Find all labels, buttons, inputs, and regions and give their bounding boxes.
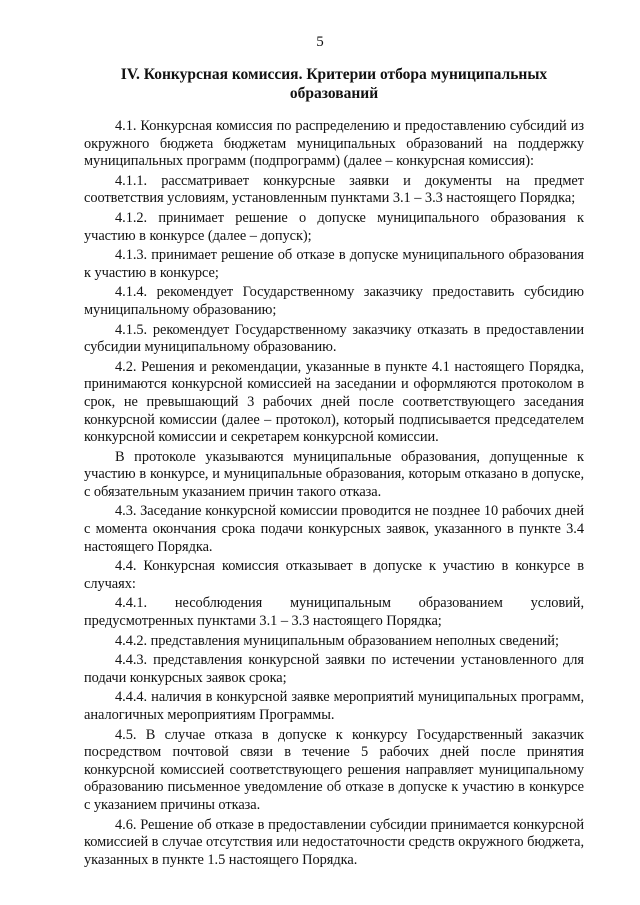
paragraph-4-1-1: 4.1.1. рассматривает конкурсные заявки и документы на предмет соответствия условиям, установленным пунктами 3.1 – 3.3 настоящего Порядка;: [84, 172, 584, 207]
section-heading-line-1: IV. Конкурсная комиссия. Критерии отбора муниципальных: [120, 66, 548, 83]
paragraph-4-4-3: 4.4.3. представления конкурсной заявки по истечении установленного для подачи конкурсных заявок срока;: [84, 652, 584, 686]
document-body: [84, 118, 584, 871]
paragraph-4-1-3: 4.1.3. принимает решение об отказе в допуске муниципального образования к участию в конкурсе;: [84, 247, 584, 281]
paragraph-4-4-4: 4.4.4. наличия в конкурсной заявке мероприятий муниципальных программ, аналогичных мероприятиям Программы.: [84, 689, 584, 723]
paragraph-4-1-4: 4.1.4. рекомендует Государственному заказчику предоставить субсидию муниципальному образованию;: [84, 284, 584, 318]
paragraph-4-5: 4.5. В случае отказа в допуске к конкурсу Государственный заказчик посредством почтовой связи в течение 5 рабочих дней после принятия конкурсной комиссией соответствующего решения направляет муниципальному образованию письменное уведомление об отказе в допуске к участию в конкурсе с указанием причины отказа.: [84, 726, 584, 813]
paragraph-4-4-1: 4.4.1. несоблюдения муниципальным образованием условий, предусмотренных пунктами 3.1 – 3.3 настоящего Порядка;: [84, 595, 584, 630]
paragraph-4-2: 4.2. Решения и рекомендации, указанные в пункте 4.1 настоящего Порядка, принимаются конкурсной комиссией на заседании и оформляются протоколом в срок, не превышающий 3 рабочих дней после соответствующего заседания конкурсной комиссии (далее – протокол), который подписывается председателем конкурсной комиссии и секретарем конкурсной комиссии.: [84, 358, 584, 446]
section-heading-line-2: образований: [289, 85, 379, 102]
page-number: 5: [316, 34, 324, 50]
paragraph-4-4-2: 4.4.2. представления муниципальным образованием неполных сведений;: [115, 632, 559, 649]
paragraph-4-2-protocol: В протоколе указываются муниципальные образования, допущенные к участию в конкурсе, и муниципальные образования, которым отказано в допуске, с обязательным указанием причин такого отказа.: [84, 448, 584, 500]
paragraph-4-3: 4.3. Заседание конкурсной комиссии проводится не позднее 10 рабочих дней с момента окончания срока подачи конкурсных заявок, указанного в пункте 3.4 настоящего Порядка.: [84, 503, 584, 555]
paragraph-4-1: 4.1. Конкурсная комиссия по распределению и предоставлению субсидий из окружного бюджета бюджетам муниципальных образований на поддержку муниципальных программ (подпрограмм) (далее – конкурсная комиссия):: [84, 118, 584, 170]
paragraph-4-6: 4.6. Решение об отказе в предоставлении субсидии принимается конкурсной комиссией в случае отсутствия или недостаточности средств окружного бюджета, указанных в пункте 1.5 настоящего Порядка.: [84, 816, 584, 868]
section-heading: [84, 65, 584, 103]
paragraph-4-4: 4.4. Конкурсная комиссия отказывает в допуске к участию в конкурсе в случаях:: [84, 558, 584, 592]
paragraph-4-1-5: 4.1.5. рекомендует Государственному заказчику отказать в предоставлении субсидии муниципальному образованию.: [84, 321, 584, 356]
paragraph-4-1-2: 4.1.2. принимает решение о допуске муниципального образования к участию в конкурсе (далее – допуск);: [84, 209, 584, 244]
